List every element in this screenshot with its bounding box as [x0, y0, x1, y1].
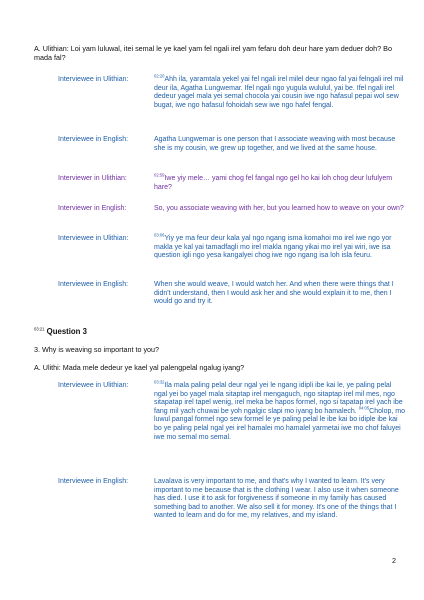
question-english: 3. Why is weaving so important to you? [34, 345, 160, 354]
speaker-label: Interviewee in English: [58, 478, 129, 485]
speech-content: Cholop, mo luwul pangal formel ngo sew formel le ye paling pelal le ibe kai bo idiple ibe kai bo ye paling pelal ngal yei irel hamalei mo hamalel yarmetai iwe mo chof faluyei iwe mo semal mo semal. [154, 407, 405, 441]
speaker-label: Interviewee in Ulithian: [58, 235, 129, 242]
question-heading [34, 327, 87, 336]
speech-text [154, 281, 406, 307]
speaker-label: Interviewer in Ulithian: [58, 175, 127, 182]
timestamp: 03:32 [154, 379, 165, 385]
question-ulithian: A. Ulithi: Mada mele dedeur ye kael yal palengpelal ngalug iyang? [34, 363, 245, 372]
speech-content: When she would weave, I would watch her. And when there were things that I didn't understand, then I would ask her and she would explain it to me, then I would go and try it. [154, 281, 394, 306]
timestamp: 02:59 [154, 172, 165, 178]
timestamp: 02:20 [154, 73, 165, 79]
speaker-label: Interviewee in Ulithian: [58, 76, 129, 83]
speech-content: Agatha Lungwemar is one person that I associate weaving with most because she is my cousin, we grew up together, and we lived at the same house. [154, 136, 396, 152]
speech-text [154, 478, 406, 521]
speech-text [154, 232, 406, 261]
timestamp: 03:06 [154, 232, 165, 238]
speech-content: Iwe yiy mele… yami chog fel fangal ngo gel ho kai loh chog deur lufulyem hare? [154, 175, 393, 191]
speech-text [154, 205, 406, 214]
speech-content: Ahh ila, yaramtala yekel yai fel ngali irel milel deur ngao fal yai felngali irel mil deur ila, Agatha Lungwemar. Ifel ngali ngo yugula wululul, yai be. Ifel ngali irel dedeur yagel mala yei semal chocola yai cousin iwe ngo hafasul pepai wol sew bugat, iwe ngo hafasul fohoidah sew iwe ngo hafel fengal. [154, 76, 404, 109]
timestamp: 03:21 [34, 326, 45, 332]
question-title: Question 3 [46, 327, 87, 336]
speech-text [154, 172, 406, 192]
speech-text [154, 73, 406, 110]
speech-text [154, 379, 406, 442]
intro-question-ulithian: A. Ulithian: Loi yam luluwal, itei semal le ye kael yam fel ngali irel yam fefaru doh deur hare yam deduer doh? Bo mada fal? [34, 44, 392, 63]
speech-content: So, you associate weaving with her, but you learned how to weave on your own? [154, 205, 404, 212]
speech-text [154, 136, 406, 153]
page-number: 2 [392, 556, 396, 565]
speech-content: Ila mala paling pelal deur ngal yei le ngang idipli ibe kai le, ye paling pelal ngal yei bo yagel mala sitaptap irel mengaguch, ngo sitaptap irel mil mes, ngo sitapatap irel tapel wenig, irel meka be hapos formel, ngo si tapatap irel yach ibe fang mil yach chuwai be yoh ngalgic slapi mo iyang bo hamalech. [154, 382, 403, 415]
speaker-label: Interviewee in English: [58, 136, 129, 143]
speaker-label: Interviewee in Ulithian: [58, 382, 129, 389]
speaker-label: Interviewer in English: [58, 205, 127, 212]
speech-content: Lavalava is very important to me, and that's why I wanted to learn. It's very important to me because that is the clothing I wear. I also use it when someone has died. I use it to ask for forgiveness if someone in my family has caused something bad to another. We also sell it for money. It's one of the things that I wanted to learn and do for me, my relatives, and my island. [154, 478, 399, 520]
speech-content: Yiy ye ma feur deur kala yal ngo ngang isma komahoi mo irel iwe ngo yor makla ye kal yai tamadfagli mo irel makla ngang yikai mo irel yai wiri, iwe isa question igli ngo yesa kangalyei chog iwe ngo ngang isa loh isla feuru. [154, 235, 392, 260]
speaker-label: Interviewee in English: [58, 281, 129, 288]
timestamp: 04:05 [358, 405, 370, 411]
